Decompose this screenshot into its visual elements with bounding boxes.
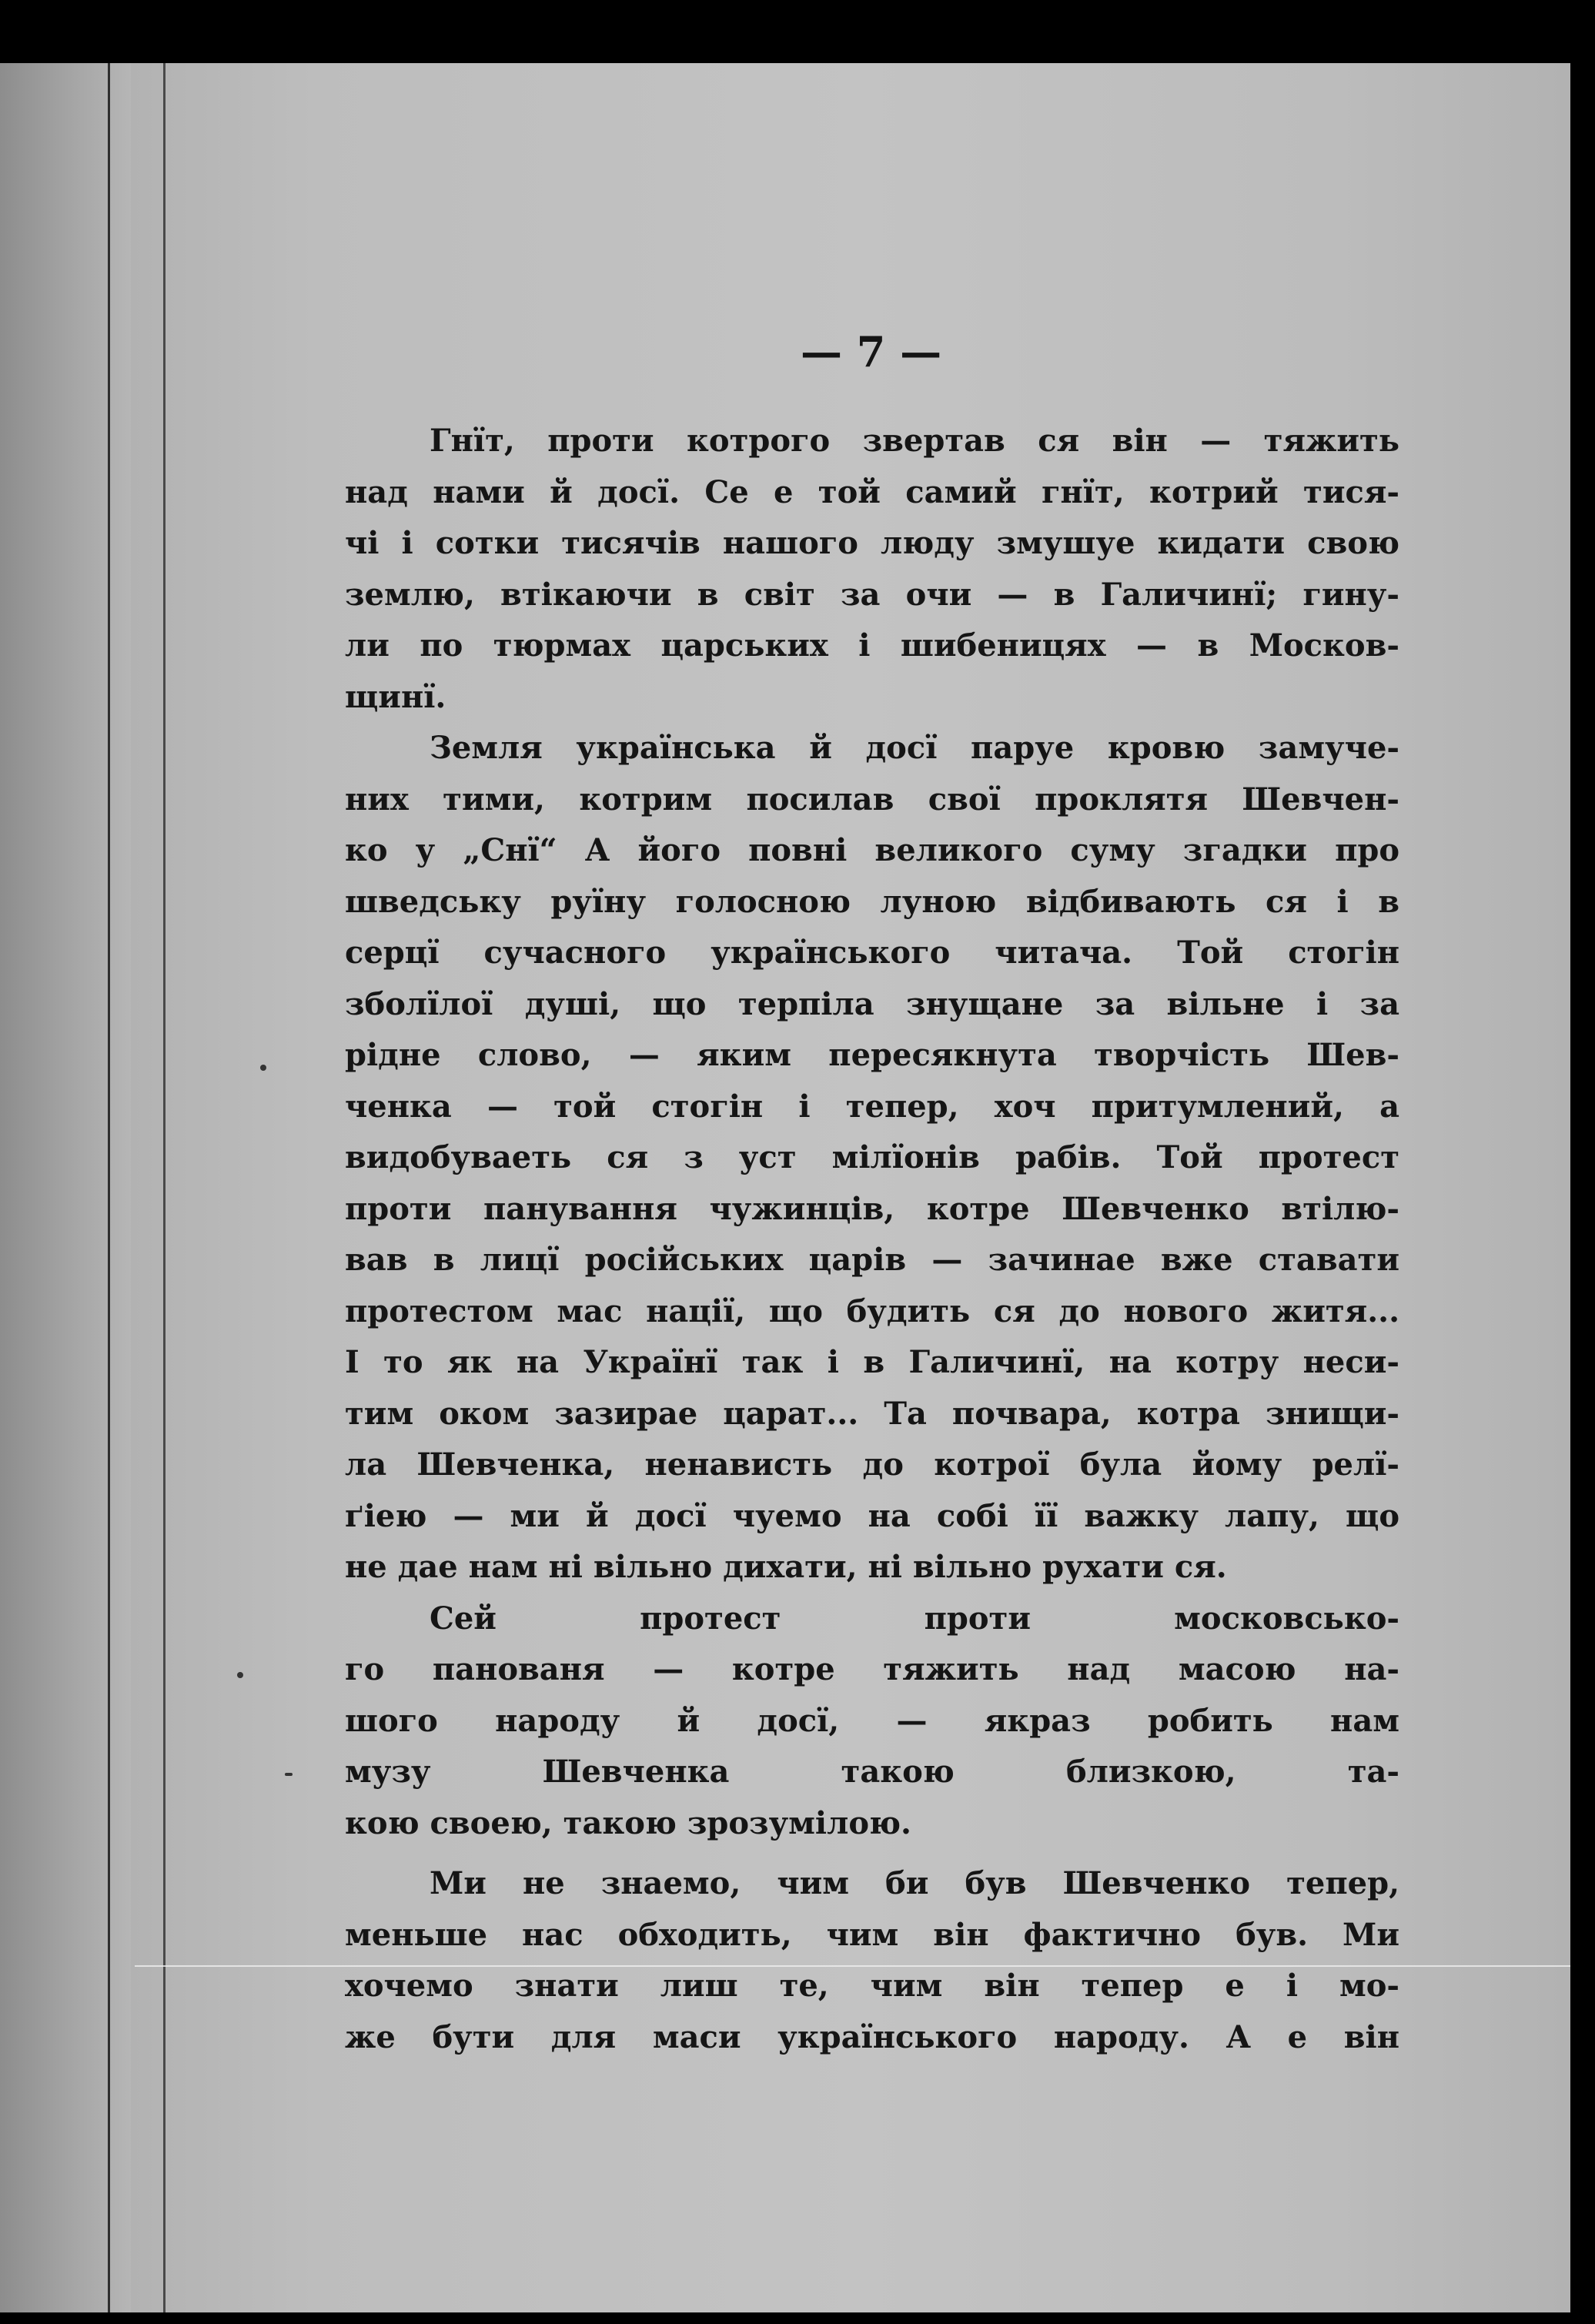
text-line: Земля українська й досї паруе кровю замуче- bbox=[430, 730, 1399, 766]
text-line: Сей протест проти московсько- bbox=[430, 1600, 1399, 1637]
text-line: Ми не знаемо, чим би був Шевченко тепер, bbox=[430, 1865, 1399, 1901]
speck-mark bbox=[237, 1672, 243, 1678]
speck-mark bbox=[285, 1773, 293, 1776]
text-line: серцї сучасного українського читача. Той стогiн bbox=[345, 935, 1399, 971]
binding-line bbox=[108, 63, 110, 2312]
text-line: ґiею — ми й досї чуемо на собi її важку лапу, що bbox=[345, 1497, 1399, 1534]
text-line: же бути для маси українського народу. А е вiн bbox=[345, 2018, 1399, 2055]
text-line: музу Шевченка такою близкою, та- bbox=[345, 1754, 1399, 1790]
text-line: щинї. bbox=[345, 678, 446, 715]
text-line: го панованя — котре тяжить над масою на- bbox=[345, 1651, 1399, 1687]
paragraph bbox=[345, 723, 1399, 1593]
text-line: землю, втiкаючи в свiт за очи — в Галичинї; гину- bbox=[345, 576, 1399, 613]
page-number: — 7 — bbox=[801, 327, 942, 376]
text-line: ла Шевченка, ненависть до котрої була йому релї- bbox=[345, 1446, 1399, 1483]
text-line: не дае нам нi вiльно дихати, нi вiльно рухати ся. bbox=[345, 1549, 1227, 1585]
scan-border bbox=[1570, 0, 1595, 2324]
text-line: ченка — той стогiн i тепер, хоч притумлений, а bbox=[345, 1088, 1399, 1125]
left-page-edge bbox=[0, 63, 131, 2312]
paragraph bbox=[345, 1858, 1399, 2063]
text-line: хочемо знати лиш те, чим вiн тепер е i мо- bbox=[345, 1968, 1399, 2004]
text-line: проти панування чужинцiв, котре Шевченко втiлю- bbox=[345, 1190, 1399, 1227]
text-line: шведську руїну голосною луною вiдбивають ся i в bbox=[345, 883, 1399, 920]
text-line: чi i сотки тисячiв нашого люду змушуе кидати свою bbox=[345, 525, 1399, 561]
text-line: протестом мас нацiї, що будить ся до нового житя... bbox=[345, 1292, 1399, 1329]
text-line: зболїлої душi, що терпiла знущане за вiльне i за bbox=[345, 985, 1399, 1022]
text-line: ли по тюрмах царських i шибеницях — в Москов- bbox=[345, 627, 1399, 664]
text-line: видобуваеть ся з уст мiлїонiв рабiв. Той протест bbox=[345, 1139, 1399, 1175]
speck-mark bbox=[260, 1065, 266, 1071]
text-line: Гнїт, проти котрого звертав ся вiн — тяжить bbox=[430, 423, 1399, 459]
text-line: вав в лицї росiйських царiв — зачинае вже ставати bbox=[345, 1242, 1399, 1278]
paragraph bbox=[345, 416, 1399, 723]
text-line: над нами й досї. Се е той самий гнїт, котрий тися- bbox=[345, 473, 1399, 510]
text-line: кою своею, такою зрозумiлою. bbox=[345, 1804, 911, 1841]
text-line: I то як на Українї так i в Галичинї, на котру неси- bbox=[345, 1344, 1399, 1380]
text-line: меньше нас обходить, чим вiн фактично був. Ми bbox=[345, 1916, 1399, 1953]
paragraph bbox=[345, 1593, 1399, 1850]
text-line: шого народу й досї, — якраз робить нам bbox=[345, 1702, 1399, 1739]
text-line: ко у „Снї“ А його повнi великого суму згадки про bbox=[345, 832, 1399, 868]
text-line: них тими, котрим посилав свої проклятя Шевчен- bbox=[345, 781, 1399, 818]
binding-line-inner bbox=[163, 63, 166, 2312]
paragraph-gap bbox=[345, 1849, 1399, 1858]
text-line: тим оком зазирае царат... Та почвара, котра знищи- bbox=[345, 1395, 1399, 1432]
body-text bbox=[345, 416, 1399, 2063]
text-line: рiдне слово, — яким пересякнута творчiсть Шев- bbox=[345, 1037, 1399, 1073]
